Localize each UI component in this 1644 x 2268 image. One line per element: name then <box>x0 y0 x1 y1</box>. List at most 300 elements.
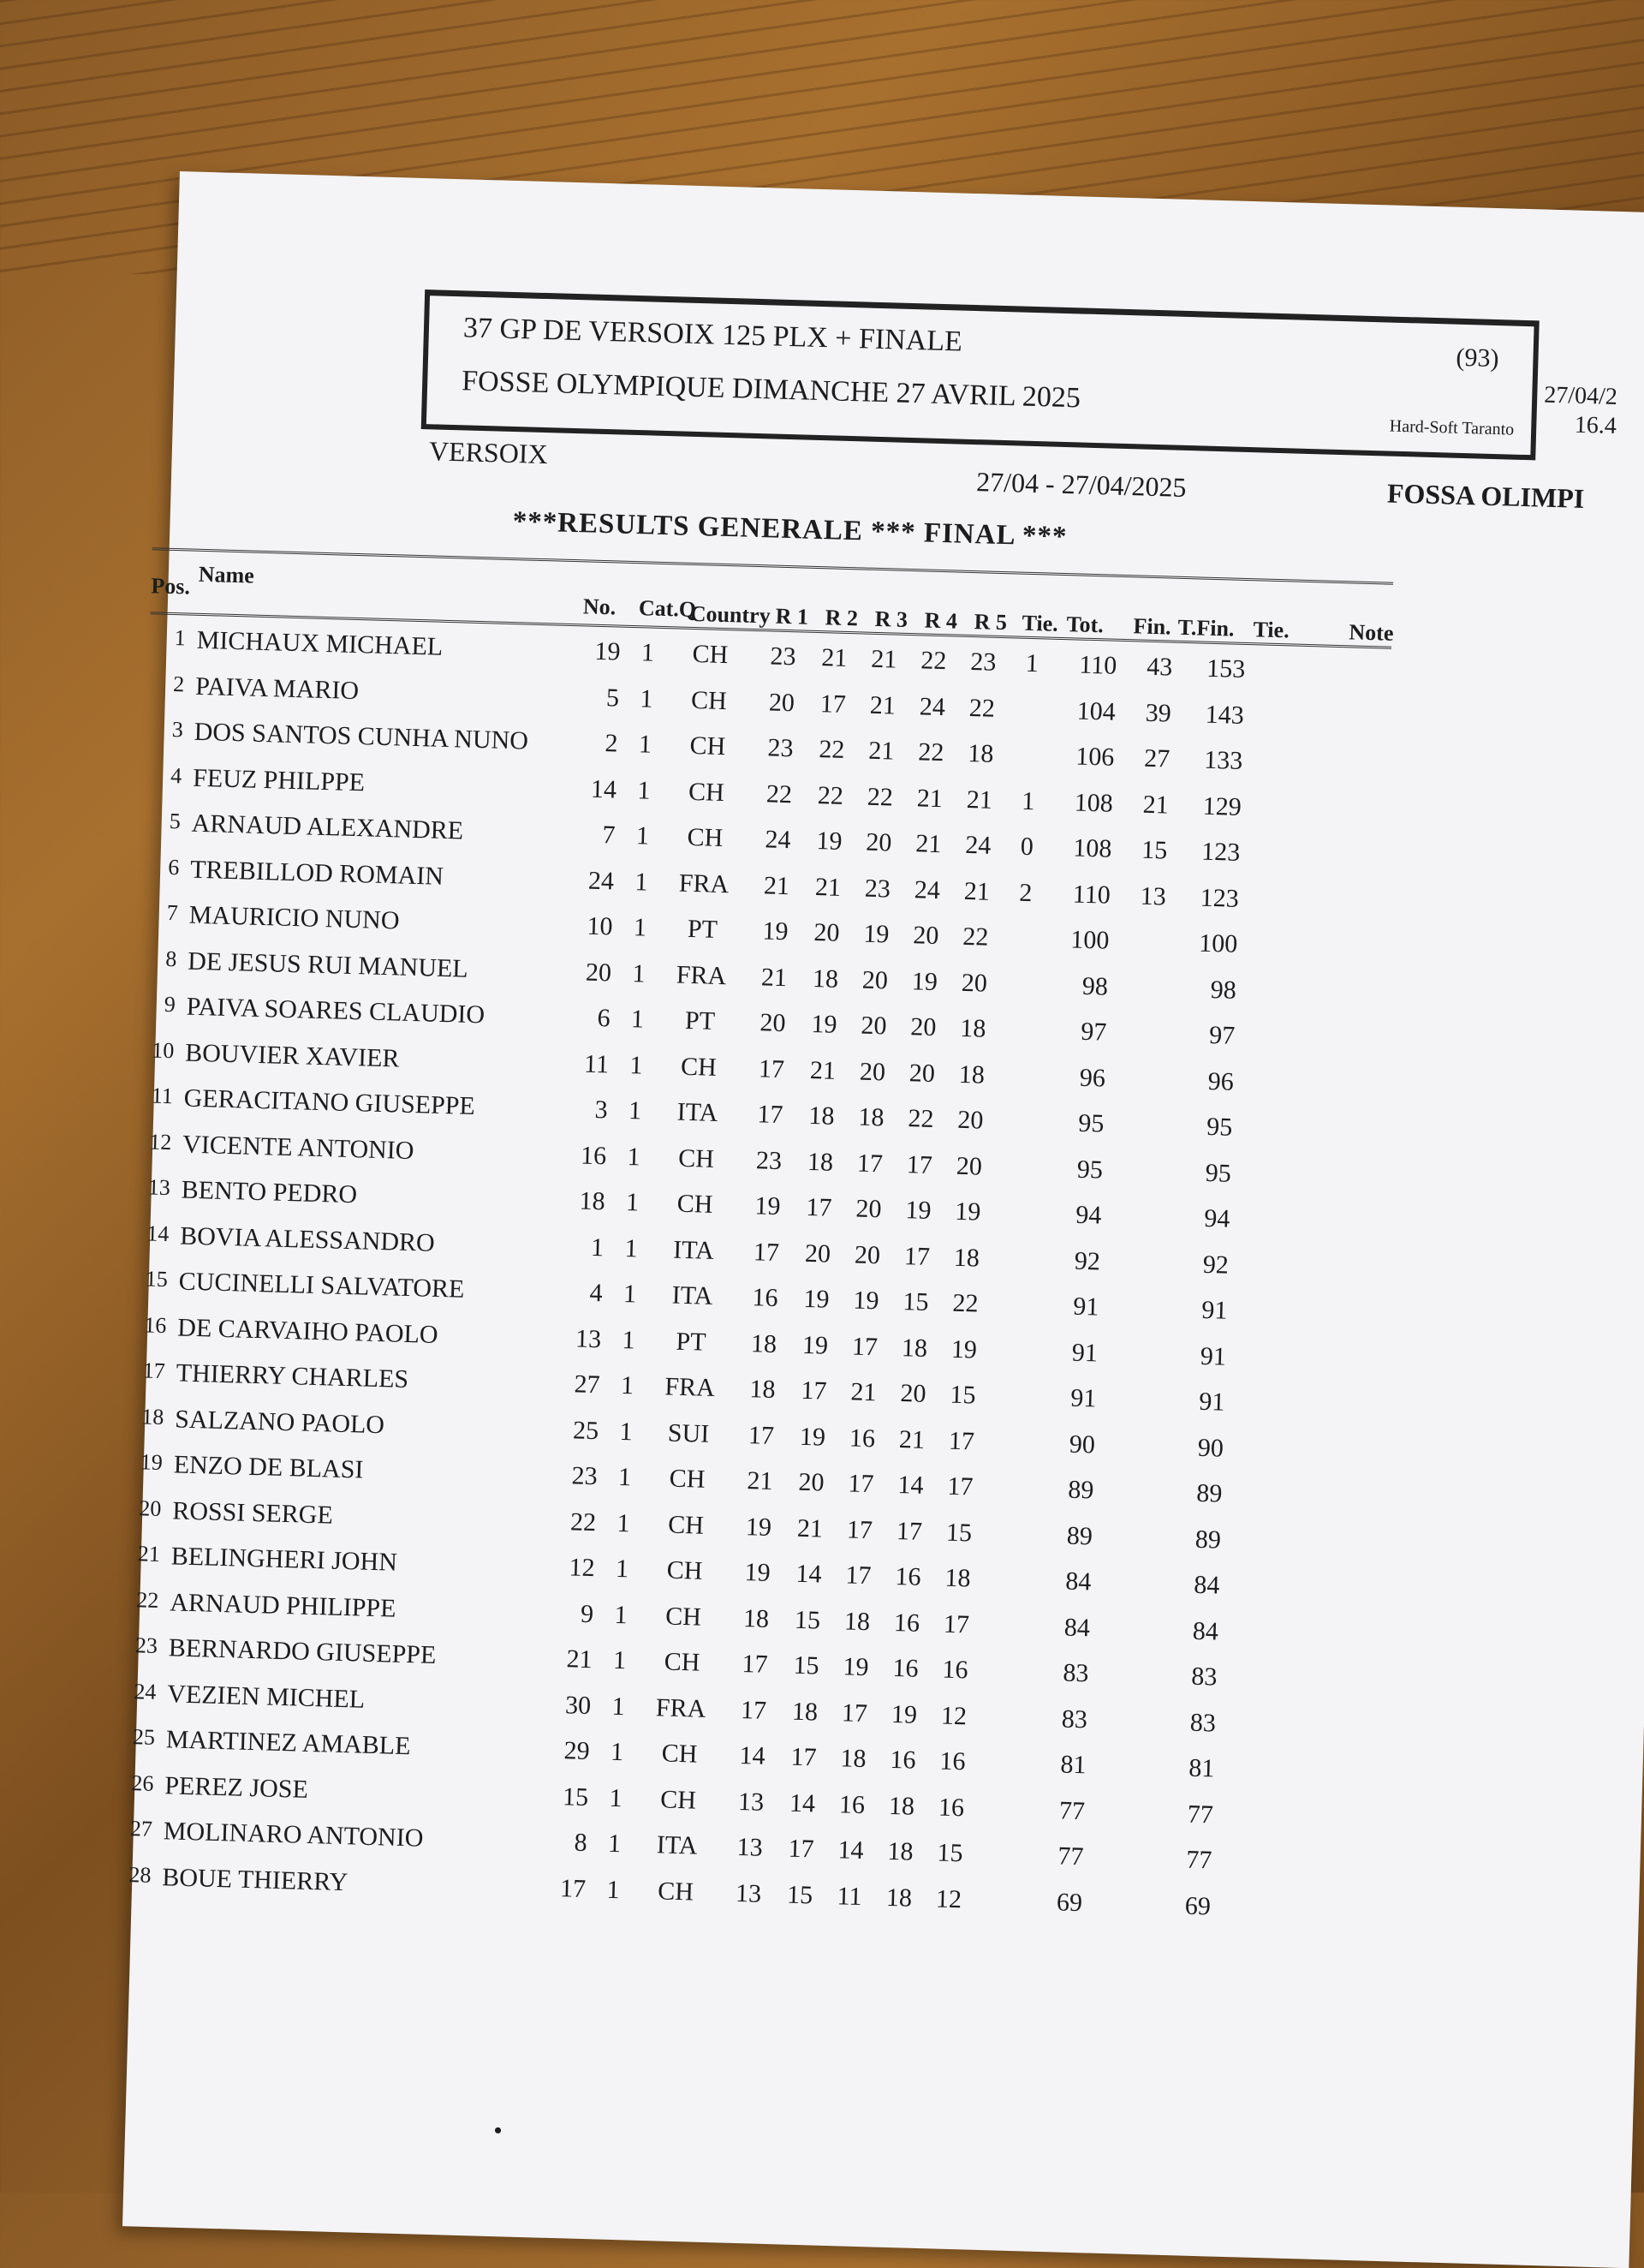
cell-tot: 106 <box>1075 742 1115 772</box>
cell-pos: 7 <box>166 899 179 926</box>
cell-fin <box>1113 1568 1156 1569</box>
cell-r2: 21 <box>796 1513 824 1543</box>
cell-pos: 22 <box>136 1586 159 1613</box>
cell-no: 11 <box>583 1049 610 1078</box>
venue: VERSOIX <box>428 435 549 470</box>
cell-r2: 14 <box>789 1788 816 1817</box>
cell-r4: 19 <box>905 1196 932 1225</box>
cell-r3: 17 <box>851 1331 879 1361</box>
cell-tot: 100 <box>1069 925 1110 955</box>
cell-name: BELINGHERI JOHN <box>170 1542 398 1577</box>
cell-tot: 84 <box>1063 1613 1091 1642</box>
cell-cat: 1 <box>630 1005 645 1034</box>
cell-r4: 18 <box>885 1883 913 1913</box>
cell-pos: 20 <box>139 1495 162 1521</box>
cell-r5: 15 <box>945 1518 973 1547</box>
cell-pos: 2 <box>172 671 185 696</box>
cell-cat: 1 <box>616 1508 631 1537</box>
cell-r2: 18 <box>812 964 839 994</box>
cell-r5: 12 <box>940 1701 968 1730</box>
cell-country: SUI <box>667 1418 710 1448</box>
cell-fin <box>1124 1156 1167 1157</box>
cell-r3: 20 <box>854 1240 881 1269</box>
cell-cat: 1 <box>632 958 646 988</box>
cell-pos: 3 <box>171 717 184 743</box>
cell-pos: 13 <box>147 1174 171 1201</box>
cell-name: FEUZ PHILPPE <box>192 763 366 797</box>
date-range: 27/04 - 27/04/2025 <box>975 466 1187 503</box>
print-date: 27/04/2 <box>1543 381 1618 410</box>
cell-fin: 27 <box>1143 743 1170 773</box>
cell-name: PAIVA SOARES CLAUDIO <box>186 992 485 1030</box>
cell-pos: 8 <box>164 946 177 971</box>
cell-r4: 16 <box>895 1561 921 1591</box>
cell-r2: 18 <box>807 1147 834 1177</box>
cell-r1: 23 <box>755 1145 783 1175</box>
cell-pos: 25 <box>132 1724 156 1750</box>
cell-pos: 17 <box>142 1358 166 1384</box>
cell-tot: 110 <box>1078 650 1117 680</box>
cell-tot: 81 <box>1060 1750 1087 1780</box>
cell-pos: 21 <box>137 1541 161 1567</box>
cell-fin <box>1121 1293 1164 1294</box>
cell-r3: 20 <box>865 827 892 857</box>
cell-r2: 19 <box>799 1422 826 1452</box>
cell-tfin: 123 <box>1200 883 1240 913</box>
column-header: No. <box>582 594 616 620</box>
cell-cat: 1 <box>637 775 651 805</box>
cell-r3: 14 <box>837 1835 865 1865</box>
cell-tot: 77 <box>1058 1795 1086 1825</box>
cell-tie <box>995 1519 1021 1520</box>
cell-name: BERNARDO GIUSEPPE <box>168 1633 437 1670</box>
cell-name: ENZO DE BLASI <box>173 1450 364 1484</box>
cell-r2: 21 <box>809 1055 837 1085</box>
event-code: (93) <box>1456 343 1499 373</box>
cell-pos: 5 <box>169 808 182 834</box>
cell-r4: 18 <box>901 1333 928 1363</box>
cell-no: 10 <box>587 911 614 941</box>
cell-r5: 20 <box>956 1151 983 1181</box>
cell-tfin: 69 <box>1184 1891 1212 1920</box>
cell-r3: 16 <box>849 1423 876 1453</box>
cell-r2: 19 <box>803 1284 830 1314</box>
cell-country: CH <box>664 1647 700 1677</box>
cell-tie: 1 <box>1025 648 1039 678</box>
cell-country: CH <box>687 822 724 853</box>
cell-name: GERACITANO GIUSEPPE <box>183 1083 476 1121</box>
cell-tfin: 96 <box>1207 1066 1235 1096</box>
cell-r5: 23 <box>969 648 997 677</box>
ink-mark: • <box>492 2116 503 2146</box>
cell-r4: 18 <box>888 1791 915 1821</box>
cell-cat: 1 <box>634 867 649 897</box>
column-header: R 3 <box>874 606 908 632</box>
cell-r1: 19 <box>754 1191 781 1221</box>
cell-r4: 20 <box>908 1058 936 1088</box>
cell-cat: 1 <box>635 821 650 850</box>
cell-tie <box>1012 923 1038 924</box>
cell-tot: 77 <box>1057 1841 1084 1871</box>
cell-name: DE CARVAIHO PAOLO <box>176 1312 438 1349</box>
cell-r1: 17 <box>753 1237 780 1267</box>
cell-r4: 22 <box>920 646 947 676</box>
cell-pos: 4 <box>170 762 182 788</box>
cell-cat: 1 <box>633 913 647 942</box>
cell-no: 1 <box>590 1232 605 1262</box>
cell-r4: 18 <box>887 1836 914 1866</box>
cell-name: BOUVIER XAVIER <box>184 1038 400 1073</box>
cell-r2: 20 <box>798 1467 825 1497</box>
discipline: FOSSA OLIMPI <box>1386 477 1585 514</box>
print-time: 16.4 <box>1574 411 1617 439</box>
cell-r4: 21 <box>916 783 944 813</box>
cell-no: 3 <box>594 1095 609 1125</box>
cell-r2: 19 <box>816 827 843 856</box>
cell-cat: 1 <box>628 1096 642 1125</box>
column-header: Note <box>1349 619 1394 646</box>
cell-tfin: 91 <box>1198 1387 1225 1417</box>
cell-r4: 24 <box>919 691 946 721</box>
cell-pos: 28 <box>128 1861 152 1888</box>
cell-r3: 19 <box>853 1286 879 1316</box>
cell-tfin: 100 <box>1198 928 1238 958</box>
header-rule <box>152 547 1394 584</box>
cell-r3: 11 <box>837 1881 862 1911</box>
cell-country: CH <box>664 1602 702 1632</box>
cell-r1: 16 <box>752 1283 779 1313</box>
column-header: Tie. <box>1022 610 1059 636</box>
cell-country: ITA <box>672 1235 715 1265</box>
cell-r4: 14 <box>897 1471 924 1500</box>
cell-name: MOLINARO ANTONIO <box>163 1817 424 1853</box>
cell-no: 6 <box>597 1004 611 1033</box>
cell-no: 13 <box>575 1323 602 1353</box>
cell-r2: 17 <box>819 689 847 719</box>
cell-r5: 17 <box>943 1609 970 1638</box>
cell-no: 21 <box>566 1644 593 1674</box>
cell-cat: 1 <box>640 638 655 667</box>
cell-r3: 19 <box>862 919 890 949</box>
cell-fin: 39 <box>1145 698 1172 728</box>
cell-tie <box>1000 1336 1026 1337</box>
cell-tot: 95 <box>1077 1108 1105 1138</box>
cell-r3: 17 <box>846 1514 873 1544</box>
cell-r5: 18 <box>953 1243 980 1273</box>
column-header: Pos. <box>151 573 191 600</box>
cell-pos: 6 <box>167 854 180 880</box>
column-header: Name <box>198 561 255 588</box>
cell-r3: 20 <box>861 965 889 994</box>
cell-country: CH <box>666 1555 703 1585</box>
cell-pos: 9 <box>164 991 176 1018</box>
cell-r2: 22 <box>818 735 845 764</box>
cell-r4: 16 <box>890 1745 916 1775</box>
cell-fin <box>1105 1843 1148 1844</box>
cell-name: PEREZ JOSE <box>164 1770 309 1804</box>
cell-r4: 17 <box>896 1516 923 1546</box>
cell-r3: 17 <box>841 1698 868 1728</box>
cell-r1: 21 <box>747 1466 774 1495</box>
cell-r2: 20 <box>813 918 840 947</box>
cell-tot: 89 <box>1067 1475 1094 1505</box>
column-header: Country <box>689 600 771 629</box>
cell-country: CH <box>661 1739 698 1769</box>
cell-pos: 1 <box>174 625 187 651</box>
cell-country: CH <box>692 639 729 670</box>
cell-r4: 19 <box>890 1699 918 1729</box>
cell-name: DE JESUS RUI MANUEL <box>187 946 469 983</box>
cell-cat: 1 <box>612 1645 627 1675</box>
cell-r3: 20 <box>861 1011 887 1041</box>
cell-name: PAIVA MARIO <box>194 671 360 705</box>
event-subtitle: FOSSE OLYMPIQUE DIMANCHE 27 AVRIL 2025 <box>461 365 1081 415</box>
cell-fin <box>1111 1660 1153 1661</box>
cell-r3: 18 <box>843 1606 871 1636</box>
cell-tie <box>1017 741 1043 742</box>
cell-r5: 21 <box>963 876 991 906</box>
cell-country: CH <box>657 1876 694 1907</box>
cell-name: BOVIA ALESSANDRO <box>179 1221 436 1257</box>
cell-no: 8 <box>574 1828 588 1858</box>
cell-tfin: 90 <box>1197 1433 1224 1463</box>
cell-r5: 22 <box>968 693 996 723</box>
cell-tfin: 91 <box>1200 1341 1227 1371</box>
cell-r4: 16 <box>893 1608 920 1638</box>
cell-tfin: 95 <box>1205 1158 1232 1188</box>
cell-name: BENTO PEDRO <box>181 1175 358 1209</box>
cell-pos: 14 <box>146 1220 170 1246</box>
cell-tot: 95 <box>1076 1155 1104 1185</box>
cell-r1: 18 <box>750 1328 777 1358</box>
cell-tfin: 143 <box>1205 700 1245 730</box>
cell-name: MAURICIO NUNO <box>188 900 400 935</box>
cell-cat: 1 <box>624 1233 639 1262</box>
cell-r3: 18 <box>840 1744 867 1774</box>
cell-tie <box>998 1428 1023 1429</box>
cell-country: CH <box>676 1189 713 1219</box>
cell-fin <box>1129 973 1172 974</box>
cell-fin <box>1129 1018 1171 1019</box>
cell-r1: 20 <box>759 1008 786 1038</box>
cell-cat: 1 <box>615 1554 629 1584</box>
cell-fin: 43 <box>1146 652 1173 682</box>
cell-r3: 18 <box>858 1102 885 1132</box>
cell-r5: 15 <box>937 1838 963 1868</box>
cell-cat: 1 <box>629 1050 644 1079</box>
cell-r4: 19 <box>911 966 938 996</box>
cell-fin <box>1122 1248 1164 1249</box>
cell-tot: 108 <box>1074 787 1114 818</box>
cell-cat: 1 <box>625 1188 640 1217</box>
cell-country: CH <box>667 1510 705 1540</box>
cell-pos: 18 <box>140 1403 164 1429</box>
cell-no: 12 <box>569 1553 596 1583</box>
column-header: R 2 <box>825 605 859 631</box>
cell-r2: 18 <box>808 1101 835 1131</box>
cell-cat: 1 <box>617 1462 632 1492</box>
cell-tfin: 81 <box>1188 1753 1215 1783</box>
cell-r3: 17 <box>856 1149 884 1178</box>
cell-name: BOUE THIERRY <box>161 1862 348 1896</box>
cell-name: ROSSI SERGE <box>171 1495 334 1530</box>
cell-r4: 24 <box>914 874 941 904</box>
cell-r4: 17 <box>906 1149 933 1179</box>
cell-r5: 16 <box>939 1746 966 1776</box>
cell-r1: 23 <box>770 642 796 671</box>
cell-tfin: 83 <box>1189 1708 1217 1737</box>
cell-cat: 1 <box>619 1417 634 1446</box>
cell-cat: 1 <box>622 1325 636 1354</box>
cell-pos: 26 <box>131 1770 154 1796</box>
cell-fin <box>1126 1110 1169 1111</box>
cell-r4: 20 <box>912 921 939 951</box>
cell-name: VEZIEN MICHEL <box>166 1679 366 1714</box>
cell-tot: 91 <box>1072 1292 1099 1322</box>
cell-r5: 16 <box>942 1655 968 1685</box>
cell-country: ITA <box>671 1280 713 1310</box>
column-header: R 5 <box>974 609 1008 636</box>
cell-r5: 21 <box>966 785 993 815</box>
column-header: T.Fin. <box>1177 614 1235 642</box>
cell-fin <box>1106 1797 1149 1798</box>
cell-r1: 22 <box>765 779 793 809</box>
cell-tfin: 97 <box>1208 1020 1236 1050</box>
cell-fin: 15 <box>1141 835 1168 865</box>
cell-r5: 20 <box>961 968 988 998</box>
cell-r2: 17 <box>806 1192 832 1222</box>
cell-tot: 110 <box>1072 879 1111 910</box>
cell-r4: 22 <box>917 737 944 767</box>
cell-r1: 24 <box>765 825 791 855</box>
cell-r3: 20 <box>859 1057 886 1086</box>
cell-pos: 11 <box>151 1083 174 1109</box>
cell-fin: 21 <box>1142 790 1170 820</box>
cell-r3: 23 <box>864 874 891 903</box>
cell-tfin: 84 <box>1193 1570 1220 1600</box>
cell-r2: 15 <box>793 1650 820 1680</box>
cell-r1: 14 <box>739 1740 766 1770</box>
cell-no: 7 <box>602 821 616 850</box>
cell-country: PT <box>687 914 718 944</box>
cell-r5: 18 <box>944 1563 971 1593</box>
cell-r3: 17 <box>848 1469 874 1499</box>
cell-r5: 15 <box>950 1380 976 1410</box>
cell-name: MICHAUX MICHAEL <box>196 625 444 661</box>
cell-country: PT <box>684 1006 716 1036</box>
cell-pos: 24 <box>134 1678 157 1704</box>
cell-tie <box>1010 1015 1035 1016</box>
cell-r1: 13 <box>735 1878 762 1908</box>
cell-r1: 17 <box>758 1053 785 1083</box>
cell-tot: 91 <box>1071 1338 1099 1367</box>
cell-r5: 17 <box>948 1426 975 1455</box>
cell-tie <box>985 1886 1010 1887</box>
cell-tie <box>990 1703 1016 1704</box>
cell-r4: 20 <box>909 1012 937 1042</box>
print-timestamp <box>1543 381 1617 441</box>
cell-r1: 17 <box>748 1420 775 1450</box>
cell-cat: 1 <box>627 1142 641 1171</box>
cell-r1: 13 <box>736 1832 764 1862</box>
cell-r2: 22 <box>817 780 844 810</box>
cell-no: 18 <box>579 1186 606 1216</box>
cell-no: 16 <box>580 1141 607 1170</box>
cell-no: 9 <box>580 1599 594 1628</box>
cell-no: 30 <box>564 1690 592 1720</box>
cell-country: FRA <box>676 960 727 990</box>
cell-r2: 19 <box>801 1330 829 1360</box>
cell-tie <box>1005 1153 1031 1154</box>
cell-name: ARNAUD ALEXANDRE <box>191 809 464 845</box>
cell-r1: 20 <box>768 687 795 717</box>
cell-tie: 1 <box>1021 786 1035 815</box>
cell-cat: 1 <box>609 1783 623 1812</box>
cell-r5: 17 <box>947 1471 974 1501</box>
cell-r1: 21 <box>760 962 788 992</box>
cell-r5: 22 <box>962 922 989 952</box>
cell-r1: 18 <box>742 1603 770 1633</box>
cell-r1: 23 <box>767 733 794 763</box>
cell-fin: 13 <box>1140 881 1167 910</box>
results-sheet <box>122 171 1644 2268</box>
cell-r4: 16 <box>892 1653 919 1683</box>
cell-r2: 17 <box>790 1742 818 1772</box>
report-title: ***RESULTS GENERALE *** FINAL *** <box>512 506 1068 553</box>
cell-r5: 18 <box>958 1059 986 1089</box>
cell-tie <box>1004 1198 1030 1199</box>
cell-r5: 12 <box>935 1883 962 1913</box>
cell-tot: 83 <box>1062 1658 1089 1688</box>
cell-country: CH <box>677 1143 715 1173</box>
cell-no: 4 <box>589 1278 604 1308</box>
cell-r3: 21 <box>870 644 897 674</box>
cell-pos: 23 <box>134 1632 158 1658</box>
cell-tie <box>1003 1244 1028 1245</box>
cell-tot: 97 <box>1080 1017 1107 1047</box>
cell-name: SALZANO PAOLO <box>174 1404 385 1439</box>
cell-r5: 24 <box>964 830 992 860</box>
cell-tie <box>986 1840 1012 1841</box>
cell-no: 2 <box>605 729 619 758</box>
cell-country: CH <box>688 777 725 807</box>
cell-r1: 18 <box>749 1375 777 1404</box>
cell-fin <box>1117 1431 1159 1432</box>
cell-tot: 91 <box>1069 1383 1097 1413</box>
cell-pos: 19 <box>140 1449 164 1476</box>
event-header-box <box>421 289 1540 460</box>
cell-r4: 17 <box>903 1241 931 1271</box>
cell-no: 19 <box>594 636 621 666</box>
cell-r2: 15 <box>794 1605 821 1635</box>
cell-r5: 22 <box>952 1288 979 1318</box>
cell-r3: 20 <box>855 1194 882 1224</box>
cell-r1: 21 <box>763 870 790 900</box>
cell-country: CH <box>669 1464 706 1494</box>
cell-r2: 17 <box>801 1376 827 1406</box>
cell-r5: 18 <box>959 1013 986 1043</box>
cell-r1: 19 <box>744 1558 771 1587</box>
column-header: Tie. <box>1253 617 1290 643</box>
cell-r5: 20 <box>956 1105 984 1135</box>
cell-tfin: 84 <box>1192 1616 1219 1646</box>
software-credit: Hard-Soft Taranto <box>1389 416 1515 439</box>
cell-name: DOS SANTOS CUNHA NUNO <box>194 717 529 755</box>
cell-no: 15 <box>562 1782 589 1811</box>
cell-no: 5 <box>605 683 620 713</box>
cell-country: FRA <box>655 1692 706 1723</box>
cell-r1: 17 <box>757 1100 783 1130</box>
